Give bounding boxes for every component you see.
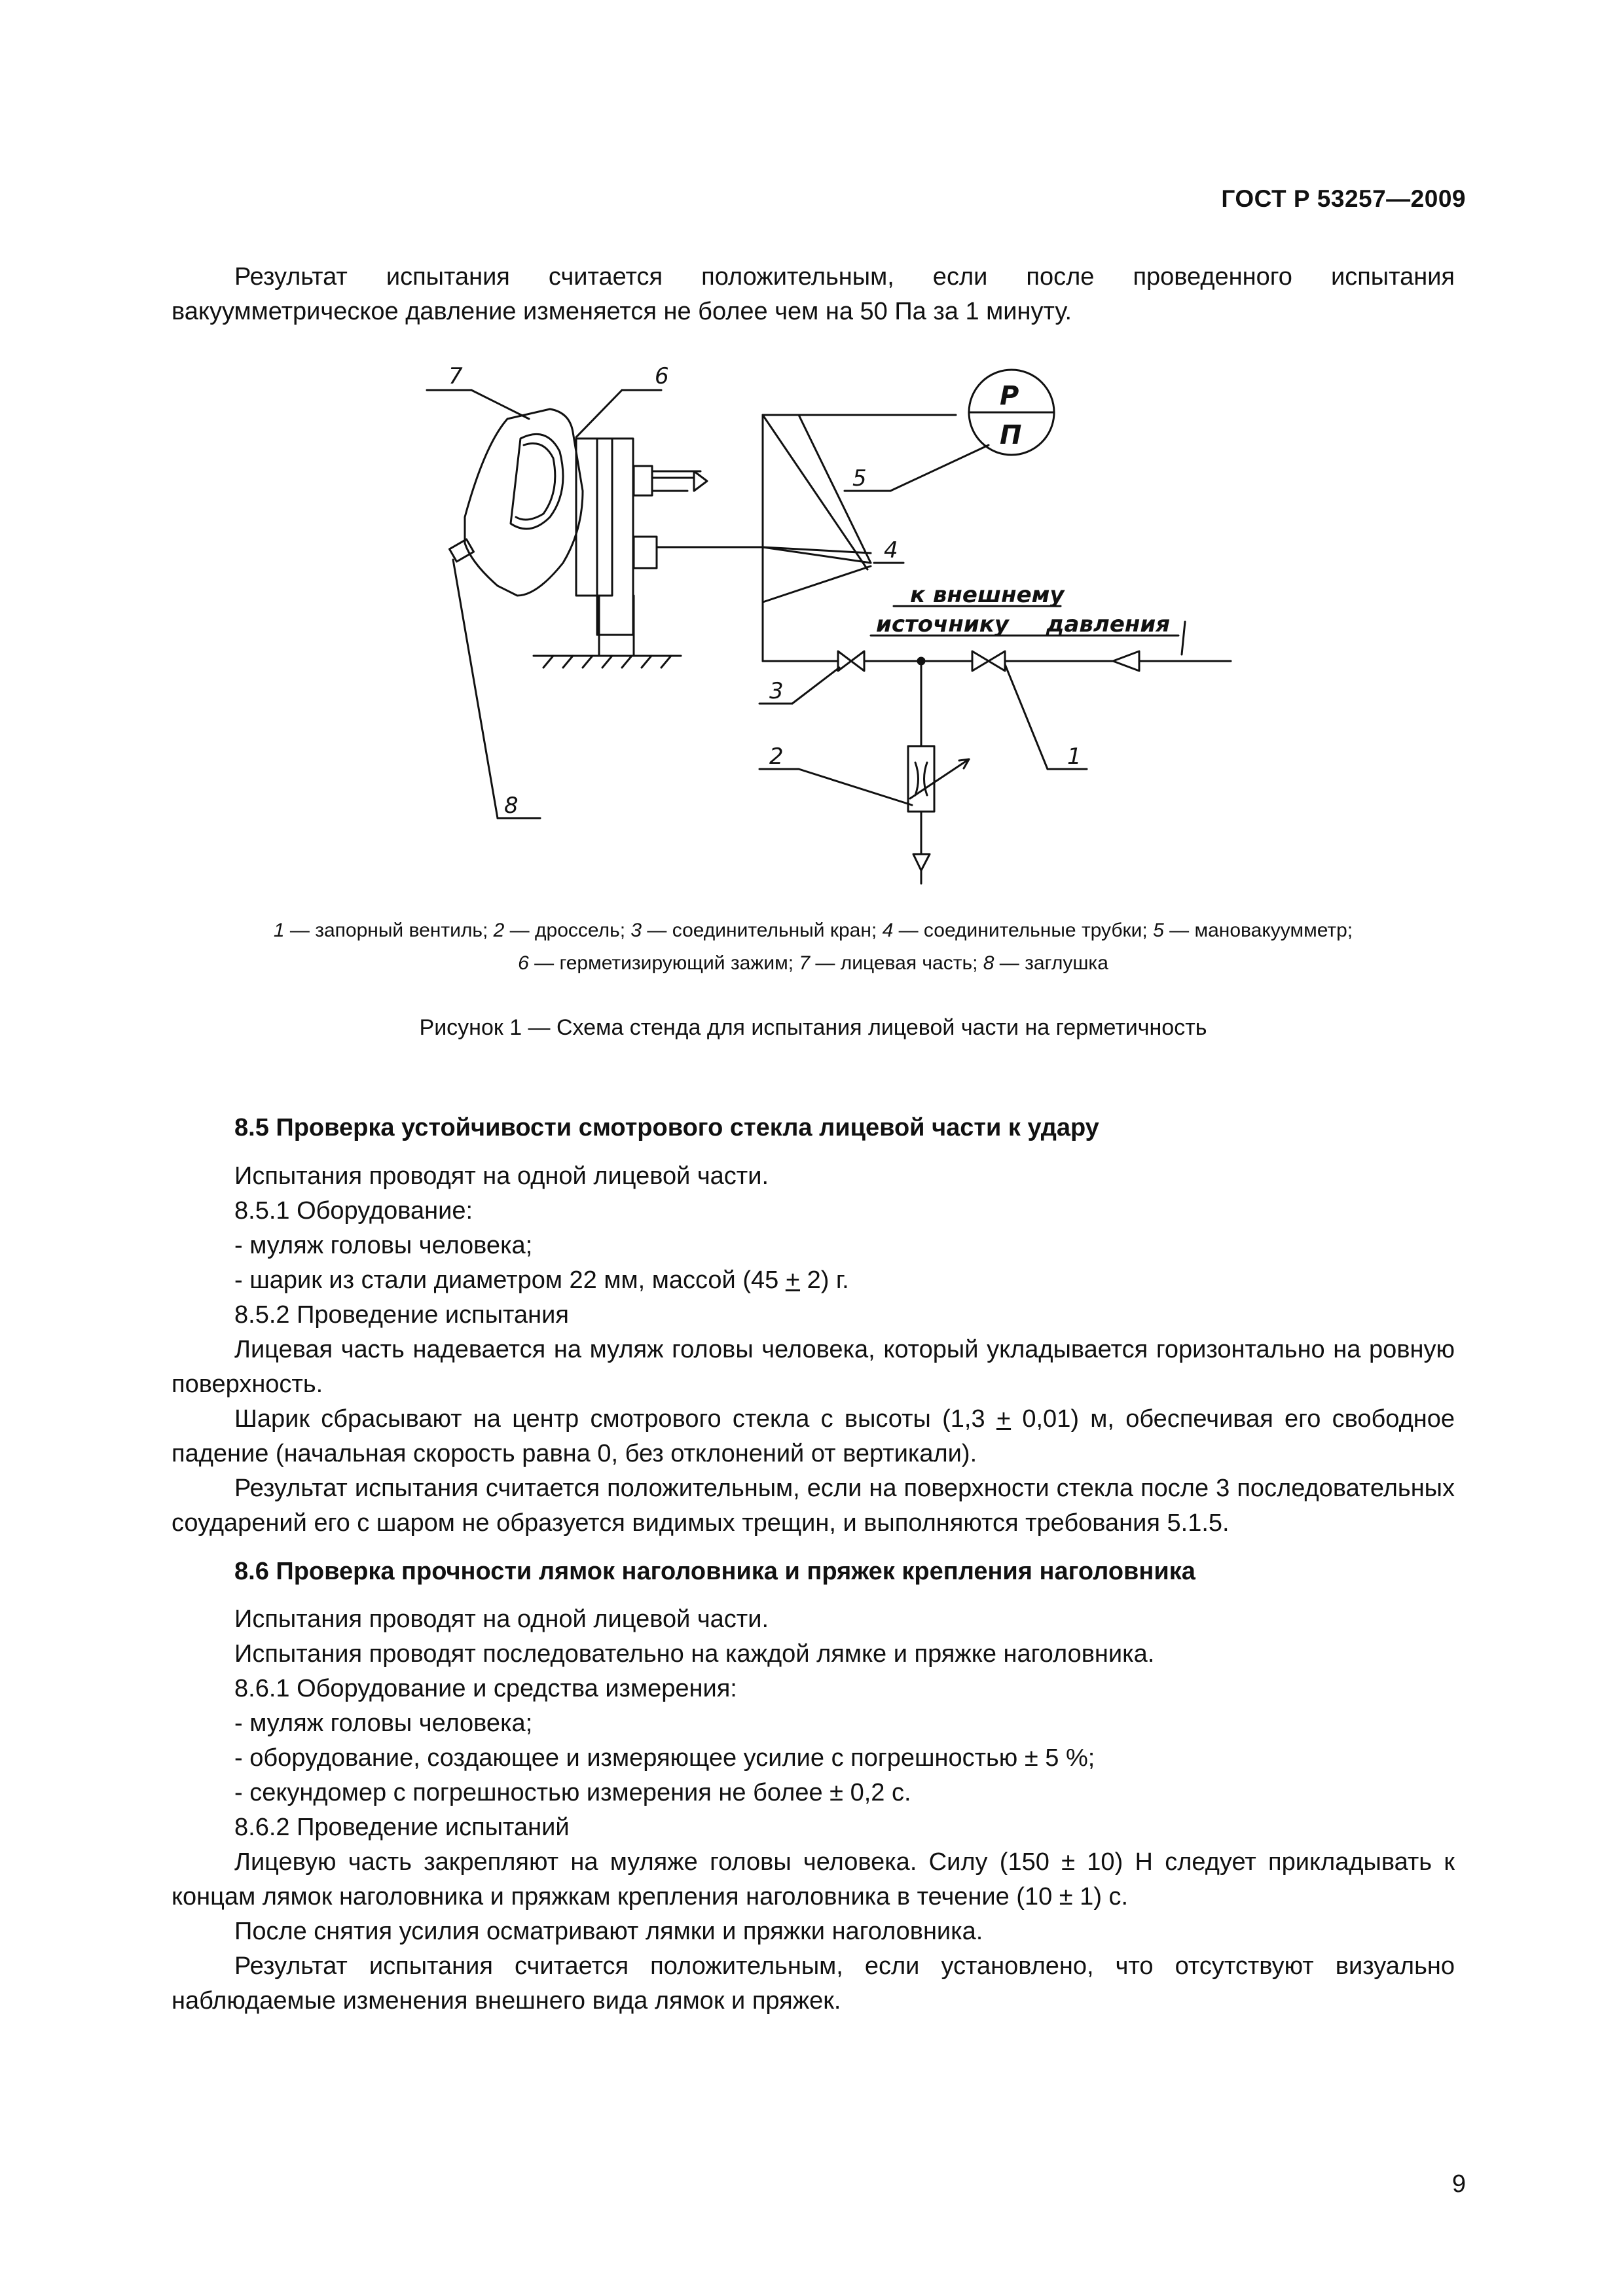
- s86-line-6: - секундомер с погрешностью измерения не более ± 0,2 с.: [234, 1779, 911, 1806]
- label-5: 5: [852, 465, 867, 492]
- document-header: ГОСТ Р 53257—2009: [1221, 185, 1466, 212]
- label-2: 2: [769, 744, 784, 770]
- label-7: 7: [448, 363, 463, 389]
- gauge-label-bottom: П: [1000, 420, 1022, 450]
- label-1: 1: [1067, 744, 1082, 770]
- inscription-line-2b: давления: [1046, 611, 1171, 637]
- s85-paragraph-3: Результат испытания считается положительным, если на поверхности стекла после 3 последовательных соударений его с шаром не образуется видимых трещин, и выполняются требования 5.1.5.: [172, 1475, 1455, 1537]
- figure-caption: Рисунок 1 — Схема стенда для испытания лицевой части на герметичность: [419, 1015, 1207, 1040]
- s85-line-4: - шарик из стали диаметром 22 мм, массой (45 + 2) г.: [234, 1266, 849, 1294]
- figure-1-diagram: [367, 347, 1257, 890]
- label-3: 3: [769, 678, 784, 704]
- s86-line-1: Испытания проводят на одной лицевой части.: [234, 1605, 769, 1633]
- figure-legend: [172, 914, 1455, 980]
- gauge-label-top: Р: [1000, 381, 1019, 411]
- section-8-6-heading: 8.6 Проверка прочности лямок наголовника и пряжек крепления наголовника: [234, 1558, 1195, 1585]
- s86-line-4: - муляж головы человека;: [234, 1710, 533, 1737]
- legend-line-1: 1 — запорный вентиль; 2 — дроссель; 3 — соединительный кран; 4 — соединительные трубки; 5 — мановакуумметр;: [273, 920, 1353, 941]
- s85-paragraph-1: Лицевая часть надевается на муляж головы человека, который укладывается горизонтально на ровную поверхность.: [172, 1336, 1455, 1398]
- s86-paragraph-1: Лицевую часть закрепляют на муляже головы человека. Силу (150 ± 10) Н следует прикладывать к концам лямок наголовника и пряжкам крепления наголовника в течение (10 ± 1) с.: [172, 1848, 1455, 1910]
- legend-line-2: 6 — герметизирующий зажим; 7 — лицевая часть; 8 — заглушка: [518, 952, 1108, 974]
- s86-line-2: Испытания проводят последовательно на каждой лямке и пряжке наголовника.: [234, 1640, 1155, 1668]
- s85-line-3: - муляж головы человека;: [234, 1232, 533, 1259]
- s86-line-5: - оборудование, создающее и измеряющее усилие с погрешностью ± 5 %;: [234, 1744, 1095, 1772]
- inscription-line-1: к внешнему: [910, 582, 1065, 608]
- s86-paragraph-3: Результат испытания считается положительным, если установлено, что отсутствуют визуально наблюдаемые изменения внешнего вида лямок и пряжек.: [172, 1952, 1455, 2015]
- label-6: 6: [655, 363, 669, 389]
- label-8: 8: [504, 793, 519, 819]
- section-8-5-heading: 8.5 Проверка устойчивости смотрового стекла лицевой части к удару: [234, 1114, 1099, 1141]
- s86-line-3: 8.6.1 Оборудование и средства измерения:: [234, 1675, 737, 1702]
- label-4: 4: [884, 537, 898, 564]
- inscription-line-2a: источнику: [876, 611, 1009, 637]
- s85-line-5: 8.5.2 Проведение испытания: [234, 1301, 569, 1329]
- s85-line-1: Испытания проводят на одной лицевой части.: [234, 1162, 769, 1190]
- s86-line-7: 8.6.2 Проведение испытаний: [234, 1814, 570, 1841]
- s85-line-2: 8.5.1 Оборудование:: [234, 1197, 473, 1225]
- s86-paragraph-2: После снятия усилия осматривают лямки и пряжки наголовника.: [234, 1918, 983, 1945]
- page-number: 9: [1451, 2170, 1466, 2198]
- s85-paragraph-2: Шарик сбрасывают на центр смотрового стекла с высоты (1,3 + 0,01) м, обеспечивая его свободное падение (начальная скорость равна 0, без отклонений от вертикали).: [172, 1405, 1455, 1467]
- intro-paragraph: Результат испытания считается положительным, если после проведенного испытания вакуумметрическое давление изменяется не более чем на 50 Па за 1 минуту.: [172, 263, 1455, 325]
